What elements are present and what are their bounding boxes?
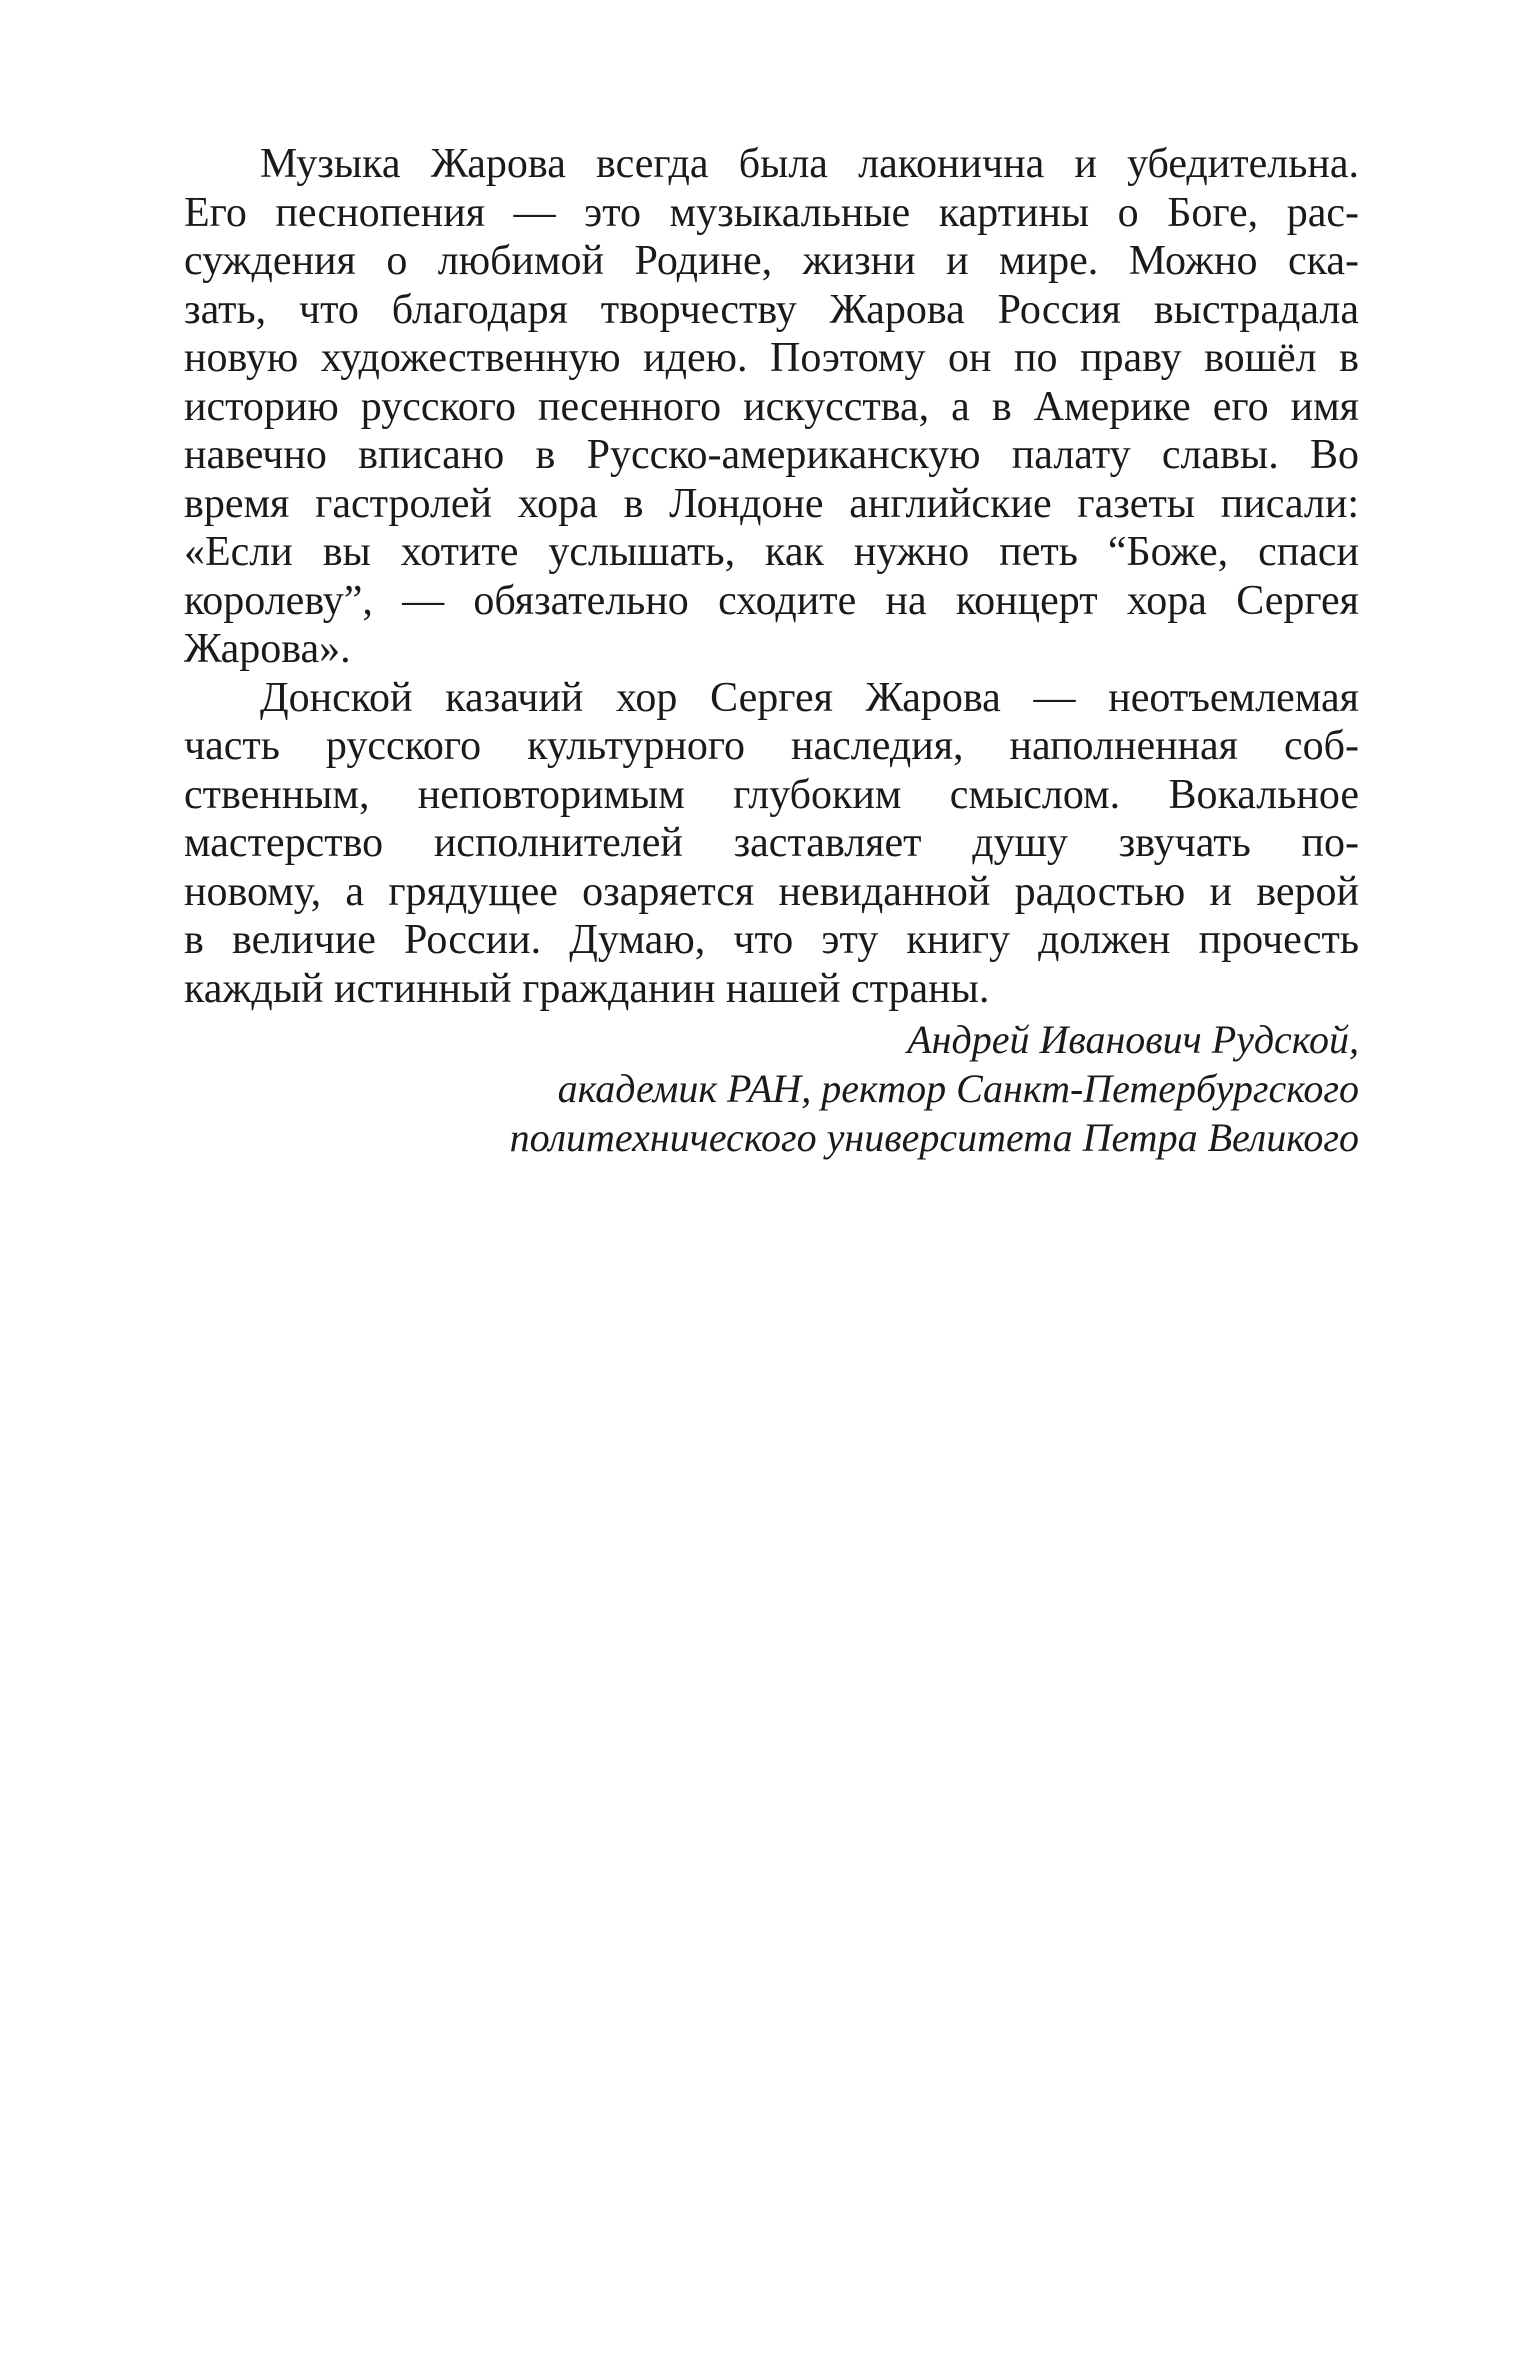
text-line: часть русского культурного наследия, наполненная соб-	[184, 723, 1359, 769]
author-title-line-2: политехнического университета Петра Великого	[509, 1115, 1359, 1160]
text-line: новому, а грядущее озаряется невиданной радостью и верой	[184, 868, 1359, 915]
body-text	[184, 140, 1359, 1013]
paragraph-1	[184, 140, 1359, 674]
text-line: королеву”, — обязательно сходите на концерт хора Сергея	[184, 577, 1359, 624]
text-line: историю русского песенного искусства, а в Америке его имя	[184, 383, 1359, 430]
text-line: «Если вы хотите услышать, как нужно петь “Боже, спаси	[184, 529, 1359, 575]
text-line: время гастролей хора в Лондоне английские газеты писали:	[184, 480, 1359, 527]
text-line: Донской казачий хор Сергея Жарова — неотъемлемая	[260, 674, 1359, 721]
text-line: новую художественную идею. Поэтому он по праву вошёл в	[184, 335, 1359, 381]
text-line: навечно вписано в Русско-американскую палату славы. Во	[184, 432, 1359, 478]
author-signature	[359, 1015, 1359, 1162]
text-line: Жарова».	[184, 626, 351, 672]
paragraph-2	[184, 674, 1359, 1014]
text-line: ственным, неповторимым глубоким смыслом. Вокальное	[184, 771, 1359, 818]
text-line: суждения о любимой Родине, жизни и мире. Можно ска-	[184, 238, 1359, 284]
text-line: зать, что благодаря творчеству Жарова Россия выстрадала	[184, 286, 1359, 333]
text-line: Его песнопения — это музыкальные картины о Боге, рас-	[184, 189, 1359, 236]
text-line: в величие России. Думаю, что эту книгу должен прочесть	[184, 917, 1359, 963]
author-name: Андрей Иванович Рудской,	[907, 1017, 1359, 1062]
text-line: каждый истинный гражданин нашей страны.	[184, 965, 990, 1012]
author-title-line-1: академик РАН, ректор Санкт-Петербургского	[557, 1066, 1359, 1111]
text-line: Музыка Жарова всегда была лаконична и убедительна.	[260, 141, 1359, 187]
text-line: мастерство исполнителей заставляет душу звучать по-	[184, 820, 1359, 866]
